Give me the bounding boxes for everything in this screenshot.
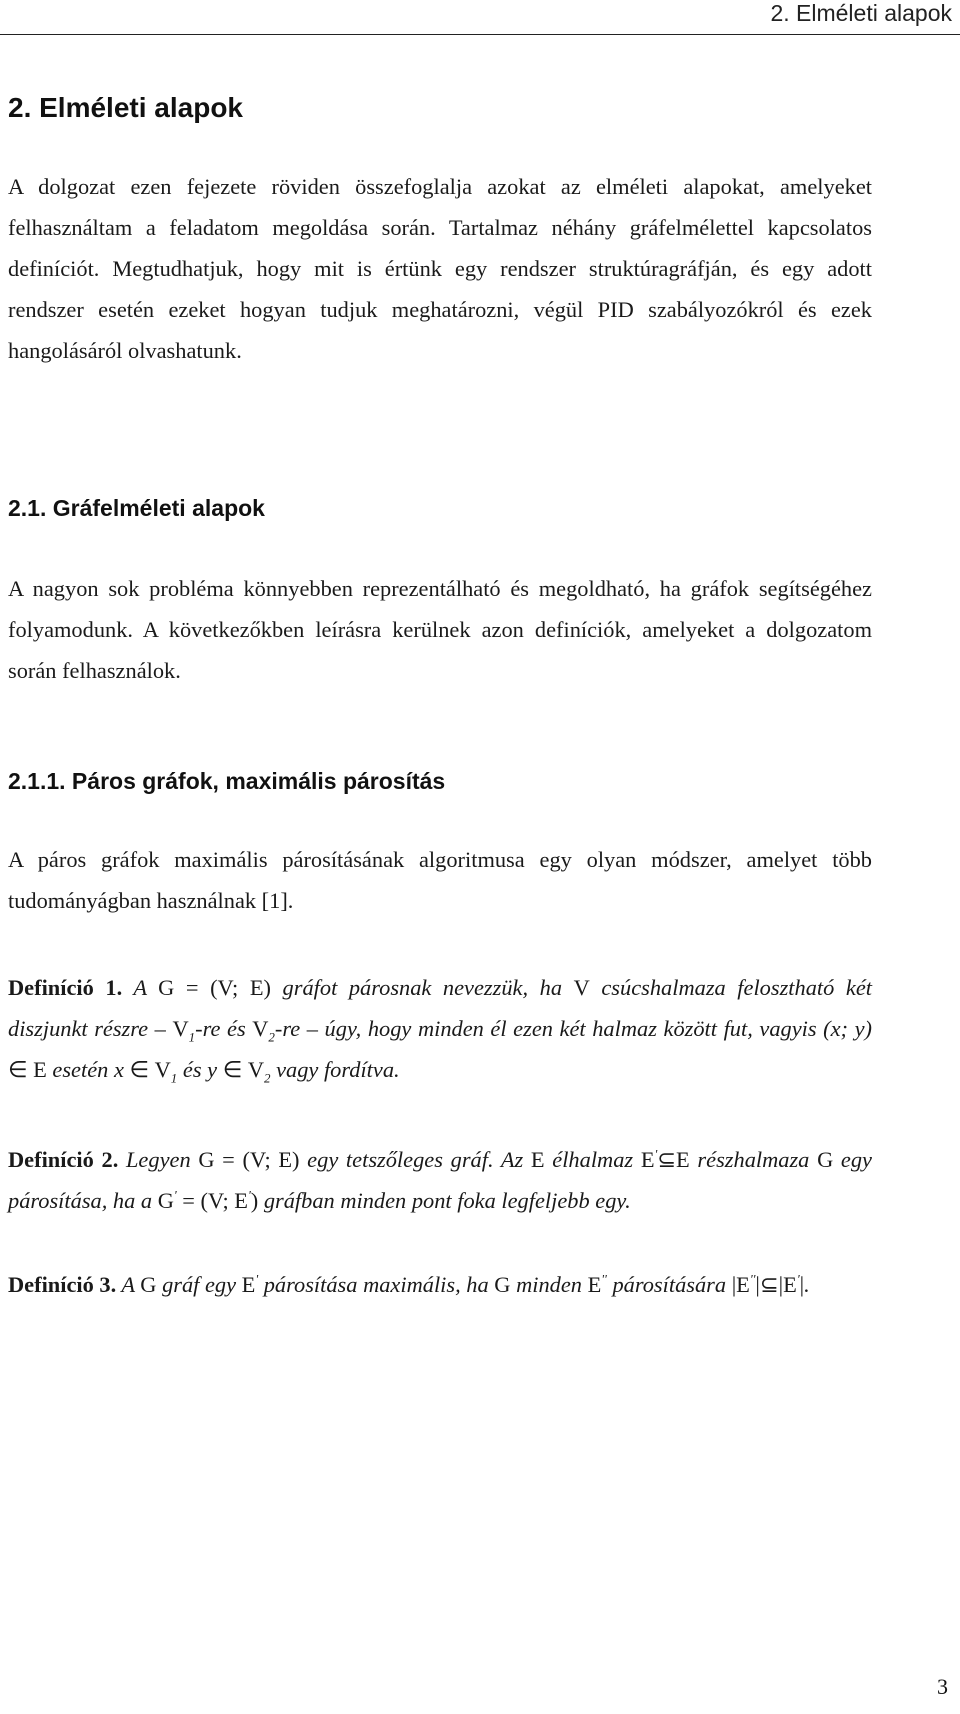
def-text: egy párosítása, ha a: [8, 1147, 872, 1213]
def-text: gráfban minden pont foka legfeljebb egy.: [258, 1188, 631, 1213]
math-prime: ': [796, 1271, 800, 1287]
math: E: [530, 1147, 545, 1172]
def-text: minden: [510, 1272, 588, 1297]
page-number: 3: [937, 1674, 948, 1699]
math: G: [817, 1147, 834, 1172]
math-bar: |: [755, 1272, 760, 1297]
definition-1: [8, 967, 872, 1090]
def-text: párosítása maximális, ha: [258, 1272, 495, 1297]
element-of-symbol: ∈: [129, 1057, 150, 1082]
math-subscript: 1: [188, 1029, 196, 1045]
element-of-symbol: ∈: [222, 1057, 243, 1082]
def-text: A: [122, 975, 159, 1000]
subsection-paragraph: A páros gráfok maximális párosításának algoritmusa egy olyan módszer, amelyet több tudományágban használnak [1].: [8, 847, 872, 913]
math: E: [676, 1147, 690, 1172]
math: E: [640, 1147, 655, 1172]
math: G: [157, 1188, 174, 1213]
definition-2-label: Definíció 2.: [8, 1147, 119, 1172]
math: ): [250, 1188, 259, 1213]
def-text: párosítására: [606, 1272, 732, 1297]
math: V: [154, 1057, 171, 1082]
math: E: [736, 1272, 750, 1297]
def-text: -re és: [195, 1016, 253, 1041]
math-subscript: 2: [263, 1070, 271, 1086]
math: V: [247, 1057, 264, 1082]
math: G: [494, 1272, 511, 1297]
math: V: [252, 1016, 269, 1041]
subset-symbol: ⊆: [759, 1272, 779, 1297]
def-text: esetén x: [46, 1057, 130, 1082]
def-text: .: [804, 1272, 810, 1297]
chapter-heading: 2. Elméleti alapok: [8, 92, 243, 123]
math: G = (V; E): [198, 1147, 300, 1172]
math: E: [783, 1272, 797, 1297]
def-text: részhalmaza: [689, 1147, 818, 1172]
subset-symbol: ⊆: [657, 1147, 677, 1172]
math: G = (V; E): [158, 975, 271, 1000]
chapter-intro-paragraph: A dolgozat ezen fejezete röviden összefoglalja azokat az elméleti alapokat, amelyeket felhasználtam a feladatom megoldása során. Tartalmaz néhány gráfelmélettel kapcsolatos definíciót. Megtudhatjuk, hogy mit is értünk egy rendszer struktúragráfján, és egy adott rendszer esetén ezeket hogyan tudjuk meghatározni, végül PID szabályozókról és ezek hangolásáról olvashatunk.: [8, 174, 872, 363]
math: = (V; E: [176, 1188, 248, 1213]
math: E: [241, 1272, 256, 1297]
definition-2: [8, 1139, 872, 1221]
math: G: [140, 1272, 157, 1297]
def-text: gráfot párosnak nevezzük, ha: [270, 975, 574, 1000]
element-of-symbol: ∈: [8, 1057, 28, 1082]
math: V: [172, 1016, 189, 1041]
definition-3: [8, 1264, 872, 1305]
math-prime: ': [247, 1187, 251, 1203]
math-prime: '': [601, 1271, 607, 1287]
math-subscript: 2: [268, 1029, 275, 1045]
def-text: A: [116, 1272, 141, 1297]
definition-1-label: Definíció 1.: [8, 975, 123, 1000]
math-prime: ': [654, 1146, 658, 1162]
def-text: csúcshalmaza felosztható két diszjunkt részre –: [8, 975, 872, 1041]
definition-3-label: Definíció 3.: [8, 1272, 117, 1297]
running-header-title: 2. Elméleti alapok: [770, 0, 952, 26]
math: V: [573, 975, 590, 1000]
running-header: [0, 0, 960, 35]
def-text: élhalmaz: [544, 1147, 641, 1172]
def-text: Legyen: [118, 1147, 199, 1172]
section-paragraph: A nagyon sok probléma könnyebben reprezentálható és megoldható, ha gráfok segítségéhez folyamodunk. A következőkben leírásra kerülnek azon definíciók, amelyeket a dolgozatom során felhasználok.: [8, 576, 872, 683]
math-bar: |: [731, 1272, 737, 1297]
math-prime: ': [173, 1187, 177, 1203]
math-subscript: 1: [170, 1070, 178, 1086]
def-text: és y: [177, 1057, 223, 1082]
math-prime: '': [749, 1271, 756, 1287]
def-text: vagy fordítva.: [270, 1057, 400, 1082]
math-bar: |: [799, 1272, 805, 1297]
def-text: -re – úgy, hogy minden él ezen két halmaz között fut, vagyis (x; y): [274, 1016, 872, 1041]
math-prime: ': [255, 1271, 259, 1287]
def-text: gráf egy: [156, 1272, 242, 1297]
math-bar: |: [778, 1272, 784, 1297]
math: E: [587, 1272, 602, 1297]
def-text: egy tetszőleges gráf. Az: [299, 1147, 531, 1172]
subsection-heading: 2.1.1. Páros gráfok, maximális párosítás: [8, 768, 446, 794]
section-heading: 2.1. Gráfelméleti alapok: [8, 495, 265, 521]
math: E: [33, 1057, 47, 1082]
